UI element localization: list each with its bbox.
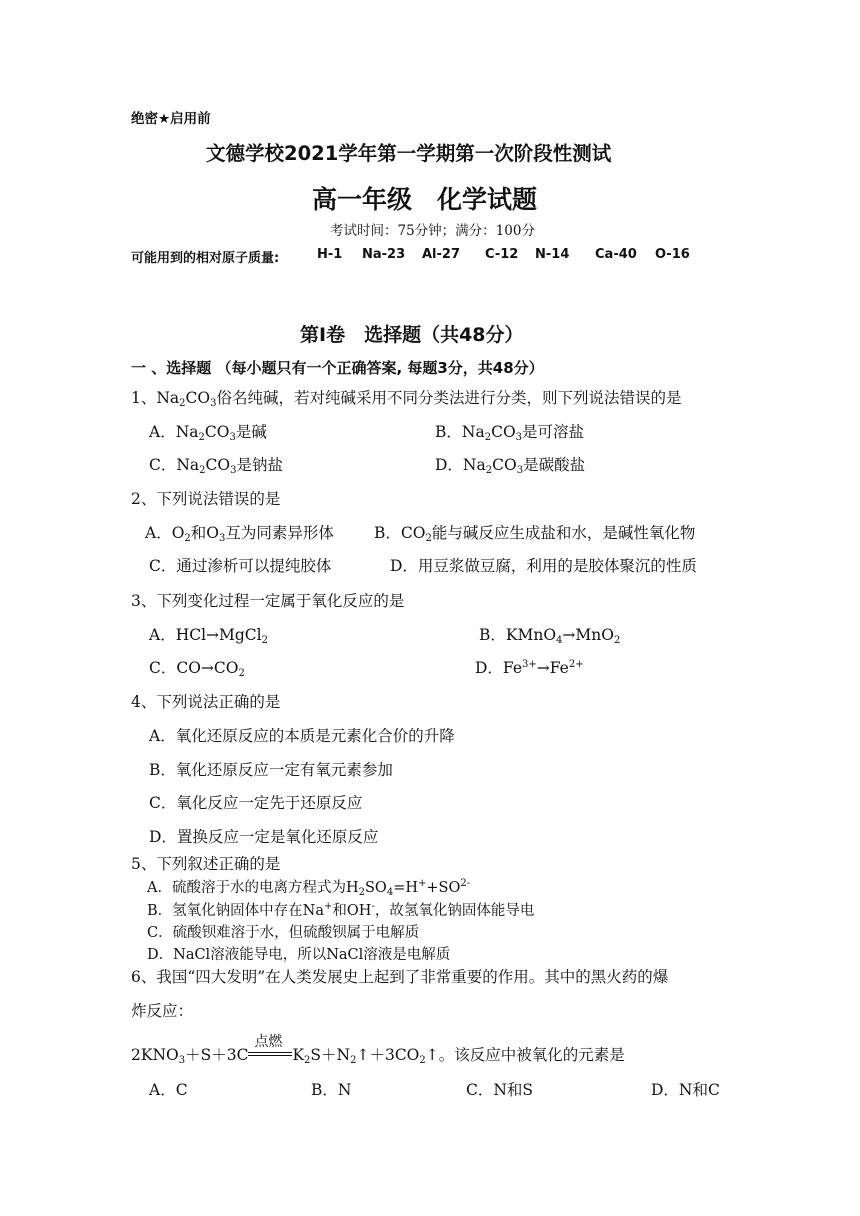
q2-stem: 2、下列说法错误的是 xyxy=(131,490,281,508)
masses-label: 可能用到的相对原子质量: xyxy=(131,251,280,266)
mass-n: N-14 xyxy=(535,247,570,262)
q3-option-b: B．KMnO$_4$→MnO$_2$ xyxy=(479,626,621,646)
q6-option-d: D．N和C xyxy=(651,1081,720,1099)
school-title: 文德学校2021学年第一学期第一次阶段性测试 xyxy=(206,142,612,165)
mass-o: O-16 xyxy=(655,247,690,262)
q2-option-a: A．$O_2$和$O_3$互为同素异形体 xyxy=(145,524,334,544)
part1-title: 第I卷 选择题（共48分） xyxy=(300,324,524,346)
q1-option-a: A．$Na_2CO_3$是碱 xyxy=(149,423,267,443)
q2-option-c: C．通过渗析可以提纯胶体 xyxy=(149,557,332,575)
mass-al: Al-27 xyxy=(422,247,461,262)
q6-stem-line1: 6、我国“四大发明”在人类发展史上起到了非常重要的作用。其中的黑火药的爆 xyxy=(131,968,669,986)
q5-option-a: A．硫酸溶于水的电离方程式为$H_2SO_4=H^++SO^{2-}$ xyxy=(147,878,471,898)
q5-option-b: B．氢氧化钠固体中存在Na+和OH-，故氢氧化钠固体能导电 xyxy=(147,901,535,919)
q6-option-a: A．C xyxy=(149,1081,188,1099)
q4-stem: 4、下列说法正确的是 xyxy=(131,693,281,711)
mass-na: Na-23 xyxy=(362,247,406,262)
q4-option-c: C．氧化反应一定先于还原反应 xyxy=(149,794,363,812)
mass-c: C-12 xyxy=(485,247,519,262)
q2-option-d: D．用豆浆做豆腐，利用的是胶体聚沉的性质 xyxy=(390,557,697,575)
q1-stem: 1、$Na_2CO_3$俗名纯碱，若对纯碱采用不同分类法进行分类，则下列说法错误的是 xyxy=(131,389,682,409)
mass-ca: Ca-40 xyxy=(595,247,637,262)
section-heading: 一 、选择题 （每小题只有一个正确答案, 每题3分，共48分） xyxy=(131,359,544,377)
exam-info: 考试时间：75分钟；满分：100分 xyxy=(330,223,535,239)
q6-option-b: B．N xyxy=(311,1081,352,1099)
q5-option-c: C．硫酸钡难溶于水，但硫酸钡属于电解质 xyxy=(147,925,420,941)
q2-option-b: B．$CO_2$能与碱反应生成盐和水，是碱性氧化物 xyxy=(374,524,696,544)
q3-option-c: C．$CO\to CO_2$ xyxy=(149,659,245,679)
q3-stem: 3、下列变化过程一定属于氧化反应的是 xyxy=(131,592,405,610)
mass-h: H-1 xyxy=(317,247,343,262)
q6-option-c: C．N和S xyxy=(466,1081,534,1099)
q3-option-a: A．HCl→MgCl$_2$ xyxy=(149,626,268,646)
q1-option-b: B．$Na_2CO_3$是可溶盐 xyxy=(435,423,585,443)
atomic-masses xyxy=(0,247,860,267)
q5-option-d: D．NaCl溶液能导电，所以NaCl溶液是电解质 xyxy=(147,947,451,963)
q3-option-d: D．$Fe^{3+}\to Fe^{2+}$ xyxy=(475,659,584,677)
q1-option-d: D．$Na_2CO_3$是碳酸盐 xyxy=(435,456,586,476)
reaction-condition: 点燃 xyxy=(254,1034,283,1050)
q4-option-a: A．氧化还原反应的本质是元素化合价的升降 xyxy=(149,727,455,745)
q6-stem-line2: 炸反应： xyxy=(131,1002,194,1020)
reaction-arrow xyxy=(248,1034,292,1064)
q4-option-d: D．置换反应一定是氧化还原反应 xyxy=(149,828,379,846)
q1-option-c: C．$Na_2CO_3$是钠盐 xyxy=(149,456,284,476)
q6-equation: $2KNO_3+S+3C$ 点燃 $K_2S+N_2↑+3CO_2↑$。该反应中被氧化的元素是 xyxy=(131,1043,625,1065)
q4-option-b: B．氧化还原反应一定有氧元素参加 xyxy=(149,761,393,779)
confidential-label: 绝密★启用前 xyxy=(131,111,211,127)
exam-title: 高一年级 化学试题 xyxy=(312,185,538,214)
q5-stem: 5、下列叙述正确的是 xyxy=(131,855,281,873)
